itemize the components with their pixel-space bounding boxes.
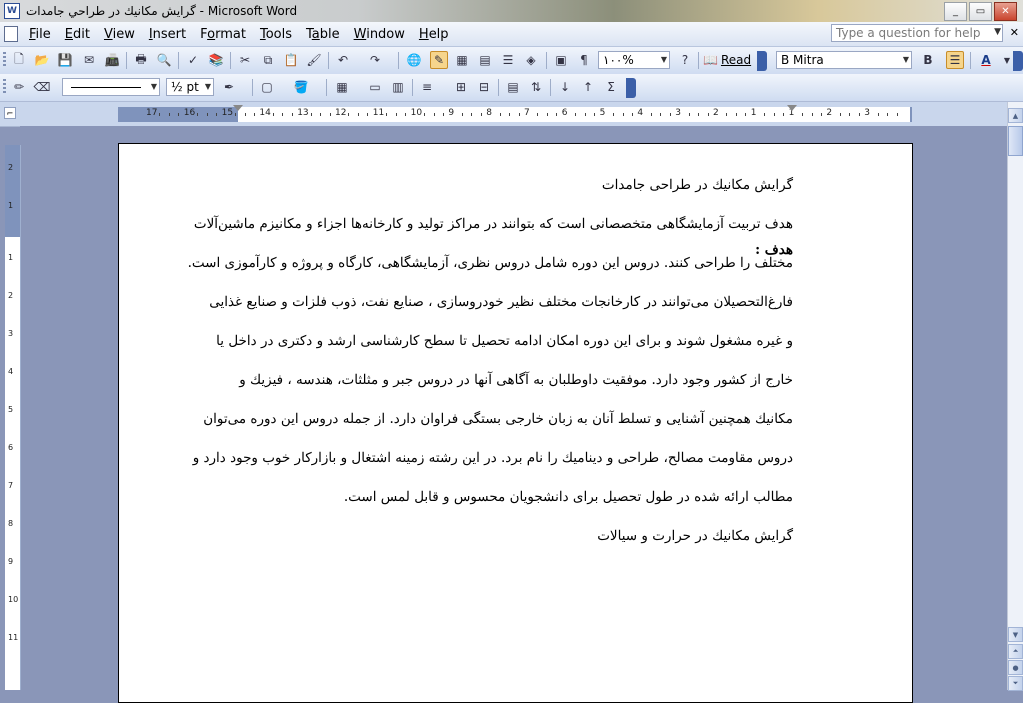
window-title: گرايش مکانيك در طراحي جامدات - Microsoft Word [26, 4, 298, 18]
drawing-icon[interactable]: ◈ [526, 53, 536, 67]
chevron-down-icon: ▼ [150, 82, 157, 91]
document-map-icon[interactable]: ▣ [555, 53, 567, 67]
font-name-value: B Mitra [781, 53, 824, 67]
ruler-tick [245, 113, 246, 116]
toolbar-options-icon[interactable] [1013, 51, 1023, 71]
ruler-tick [311, 113, 312, 116]
cut-icon[interactable]: ✂ [239, 53, 251, 67]
ruler-tick [434, 113, 435, 116]
insert-excel-icon[interactable]: ▤ [479, 53, 491, 67]
select-browse-object-icon[interactable]: ● [1008, 660, 1023, 675]
draw-table-icon[interactable]: ✏ [13, 80, 25, 94]
ruler-tick [878, 113, 879, 116]
align-icon[interactable]: ≡ [421, 80, 433, 94]
ruler-tick [821, 113, 822, 116]
menu-file[interactable]: File [29, 26, 51, 42]
vertical-ruler-number: 8 [8, 519, 14, 528]
menu-view[interactable]: View [103, 26, 135, 42]
autosum-icon[interactable]: Σ [607, 80, 615, 94]
menu-help[interactable]: Help [418, 26, 449, 42]
ruler-number: 5 [599, 108, 606, 118]
document-line: مختلف را طراحی کنند. دروس اين دوره شامل دروس نظری، آزمايشگاهی، کارگاه و پروژه و کارآموزی است. [187, 255, 793, 271]
ruler-tick [330, 113, 331, 116]
outside-border-icon[interactable]: ▢ [261, 80, 273, 94]
print-icon[interactable]: 🖶 [135, 51, 147, 66]
ruler-number: 3 [675, 108, 681, 118]
ruler-tick [462, 113, 463, 116]
drawing-toggle-icon[interactable]: ✎ [430, 51, 448, 69]
ruler-tick [632, 113, 633, 116]
page-heading: هدف : [755, 242, 793, 258]
ruler-tick [556, 113, 557, 116]
merge-cells-icon[interactable]: ▭ [369, 80, 381, 94]
open-folder-icon[interactable]: 📂 [34, 53, 50, 67]
ruler-number: 2 [713, 108, 719, 118]
scroll-down-icon[interactable]: ▼ [1008, 627, 1023, 642]
paste-icon[interactable]: 📋 [283, 53, 299, 67]
ruler-tick [169, 113, 170, 116]
document-page[interactable] [118, 143, 913, 703]
ruler-tick [348, 113, 349, 116]
ruler-tick [254, 113, 255, 116]
ruler-tick [802, 113, 803, 116]
chevron-down-icon: ▼ [660, 55, 667, 64]
ruler-number: 17 [146, 108, 158, 118]
ruler-tick [405, 113, 406, 116]
ruler-number: 12 [335, 108, 347, 118]
document-line: هدف تربيت آزمايشگاهی متخصصانی است که بتوانند در مراکز توليد و کارخانه‌ها اجزاء و مکانيزم ماشين‌آلات [193, 216, 793, 232]
font-color-button[interactable]: A [981, 53, 991, 67]
align-right-icon[interactable]: ☰ [946, 51, 964, 69]
ruler-tick [500, 113, 501, 116]
ruler-tick [689, 113, 690, 116]
vertical-ruler-number: 11 [8, 633, 19, 642]
insert-table-icon[interactable]: ▦ [336, 80, 348, 94]
ruler-tick [386, 113, 387, 116]
eraser-icon[interactable]: ⌫ [33, 80, 51, 94]
minimize-button[interactable]: _ [944, 2, 967, 21]
ruler-number: 2 [826, 108, 833, 118]
previous-page-icon[interactable]: ⏶ [1008, 644, 1023, 659]
ruler-tick [292, 113, 293, 116]
new-document-icon[interactable]: 🗋 [14, 51, 24, 66]
ruler-tick [783, 113, 784, 116]
copy-icon[interactable]: ⧉ [263, 52, 273, 67]
read-button[interactable] [703, 51, 751, 69]
scrollbar-thumb[interactable] [1008, 126, 1023, 156]
font-name-select[interactable] [776, 51, 912, 69]
ruler-tick [708, 113, 709, 116]
ruler-number: 1 [788, 108, 795, 118]
ruler-tick [660, 113, 661, 116]
ruler-number: 14 [259, 108, 271, 118]
vertical-ruler-number: 2 [8, 163, 14, 172]
ruler-tick [840, 113, 841, 116]
ruler-tick [887, 113, 888, 116]
sort-descending-icon[interactable]: ↑ [582, 80, 594, 94]
bold-button[interactable]: B [923, 53, 933, 67]
hyperlink-icon[interactable]: 🌐 [406, 53, 422, 67]
vertical-scrollbar[interactable] [1007, 102, 1023, 690]
print-preview-icon[interactable]: 🔍 [156, 53, 172, 67]
ruler-tick [774, 113, 775, 116]
save-icon[interactable]: 💾 [57, 53, 73, 67]
document-line: دروس مقاومت مصالح، طراحی و ديناميك را نام برد. در اين رشته زمينه اشتغال و بازارکار خوب وجود دارد و [192, 450, 793, 466]
book-icon: 📖 [703, 53, 718, 67]
line-weight-select[interactable] [166, 78, 214, 96]
vertical-ruler-number: 2 [8, 291, 14, 300]
horizontal-ruler[interactable] [118, 107, 912, 122]
help-search-input[interactable]: Type a question for help [831, 24, 1003, 42]
ruler-tick [698, 113, 699, 116]
ruler-tick [159, 113, 160, 116]
ruler-tick [207, 113, 208, 116]
chevron-down-icon[interactable]: ▼ [1003, 55, 1011, 65]
text-direction-icon[interactable]: ⇅ [530, 80, 542, 94]
undo-icon[interactable]: ↶ [337, 53, 349, 67]
ruler-number: 13 [297, 108, 309, 118]
line-weight-value: ½ pt [171, 80, 199, 94]
email-icon[interactable]: 📠 [104, 53, 120, 67]
document-line: فارغ‌التحصيلان می‌توانند در کارخانجات مختلف نظير خودروسازی ، صنايع نفت، ذوب فلزات و صنايع غذايی [209, 294, 793, 310]
ruler-tick [537, 113, 538, 116]
ruler-tick [585, 113, 586, 116]
ruler-number: 16 [183, 108, 196, 118]
line-style-preview [71, 87, 141, 88]
vertical-ruler[interactable] [5, 145, 21, 690]
ruler-tick [859, 113, 860, 116]
ruler-tick [273, 113, 274, 116]
ruler-tick [443, 113, 444, 116]
close-document-icon[interactable]: ✕ [1009, 26, 1019, 39]
ruler-number: 3 [864, 108, 870, 118]
ruler-tick [178, 113, 179, 116]
ruler-tick [745, 113, 746, 116]
distribute-columns-icon[interactable]: ⊟ [478, 80, 490, 94]
ruler-number: 9 [448, 108, 455, 118]
document-line: خارج از کشور وجود دارد. موفقيت داوطلبان به آگاهی آنها در دروس جبر و مثلثات، هندسه ، فيزيك و [239, 372, 793, 388]
read-label: Read [720, 53, 752, 67]
show-hide-pilcrow-icon[interactable]: ¶ [580, 53, 588, 67]
document-line: گرايش مکانيك در طراحی جامدات [601, 177, 793, 193]
toolbar-options-icon[interactable] [757, 51, 767, 71]
spelling-icon[interactable]: ✓ [187, 53, 199, 67]
ruler-tick [623, 113, 624, 116]
shading-color-icon[interactable]: 🪣 [293, 80, 309, 94]
toolbar-grip[interactable] [3, 52, 6, 68]
standard-toolbar [0, 47, 1023, 75]
ruler-tick [197, 113, 198, 116]
title-bar [0, 0, 1023, 22]
toolbar-grip[interactable] [3, 79, 6, 95]
ruler-tick [216, 113, 217, 116]
ruler-number: 4 [637, 108, 644, 118]
document-line: مطالب ارائه شده در طول تحصيل برای دانشجويان محسوس و قابل لمس است. [343, 489, 793, 505]
document-line: گرايش مکانيك در حرارت و سيالات [597, 528, 793, 544]
vertical-ruler-number: 3 [8, 329, 14, 338]
ruler-tick [651, 113, 652, 116]
permission-icon[interactable]: ✉ [83, 53, 95, 67]
ruler-number: 8 [486, 108, 492, 118]
ruler-tick [471, 113, 472, 116]
ruler-tick [481, 113, 482, 116]
menu-table[interactable]: Table [305, 26, 340, 42]
ruler-tick [594, 113, 595, 116]
ruler-tick [282, 113, 283, 116]
ruler-tick [424, 113, 425, 116]
zoom-select[interactable] [598, 51, 670, 69]
vertical-ruler-number: 9 [8, 557, 14, 566]
menu-edit[interactable]: Edit [64, 26, 90, 42]
ruler-tick [358, 113, 359, 116]
left-indent-marker[interactable] [233, 105, 243, 111]
menu-window[interactable]: Window [353, 26, 405, 42]
ruler-tick [575, 113, 576, 116]
ruler-tick [670, 113, 671, 116]
ruler-number: 1 [750, 108, 757, 118]
sort-ascending-icon[interactable]: ↓ [559, 80, 571, 94]
ruler-tick [320, 113, 321, 116]
vertical-ruler-number: 4 [8, 367, 14, 376]
vertical-ruler-number: 5 [8, 405, 14, 414]
ruler-tick [235, 113, 236, 116]
vertical-ruler-number: 1 [8, 253, 14, 262]
zoom-value: ۱۰۰% [603, 53, 634, 67]
ruler-tick [812, 113, 813, 116]
next-page-icon[interactable]: ⏷ [1008, 676, 1023, 691]
ruler-tick [897, 113, 898, 116]
ruler-tick [509, 113, 510, 116]
vertical-ruler-number: 1 [8, 201, 14, 210]
right-indent-marker[interactable] [787, 105, 797, 111]
menu-insert[interactable]: Insert [148, 26, 187, 42]
menu-tools[interactable]: Tools [259, 26, 292, 42]
line-style-select[interactable] [62, 78, 160, 96]
ruler-tick [547, 113, 548, 116]
ruler-tick [764, 113, 765, 116]
ruler-tick [849, 113, 850, 116]
word-app-icon[interactable]: W [4, 3, 20, 19]
border-color-icon[interactable]: ✒ [223, 80, 235, 94]
ruler-tick [396, 113, 397, 116]
ruler-tick [519, 113, 520, 116]
ruler-number: 6 [561, 108, 568, 118]
distribute-rows-icon[interactable]: ⊞ [455, 80, 467, 94]
chevron-down-icon: ▼ [902, 55, 909, 64]
toolbar-options-icon[interactable] [626, 78, 636, 98]
ruler-tick [726, 113, 727, 116]
ruler-number: 11 [372, 108, 385, 118]
ruler-tick [736, 113, 737, 116]
vertical-ruler-number: 6 [8, 443, 14, 452]
document-line: و غيره مشغول شوند و برای اين دوره امکان ادامه تحصيل تا سطح کارشناسی ارشد و دکتری در داخل يا [216, 333, 793, 349]
ruler-number: 7 [524, 108, 530, 118]
tables-borders-toolbar [0, 74, 1023, 102]
chevron-down-icon[interactable]: ▼ [994, 27, 1001, 37]
restore-button[interactable]: ▭ [969, 2, 992, 21]
columns-icon[interactable]: ☰ [502, 53, 514, 67]
scroll-up-icon[interactable]: ▲ [1008, 108, 1023, 123]
vertical-ruler-number: 10 [8, 595, 19, 604]
ruler-tick [367, 113, 368, 116]
menu-bar [0, 22, 1023, 47]
horizontal-ruler-bar [0, 102, 1007, 127]
tab-selector-icon[interactable]: ⌐ [4, 107, 16, 119]
close-button[interactable]: ✕ [994, 2, 1017, 21]
ruler-number: 15 [221, 108, 234, 118]
insert-table-icon[interactable]: ▦ [456, 53, 468, 67]
document-line: مکانيك همچنين آشنايی و تسلط آنان به زبان خارجی بستگی فراوان دارد. از جمله دروس اين دوره می‌توان [203, 411, 793, 427]
ruler-number: 10 [410, 108, 423, 118]
redo-icon[interactable]: ↷ [369, 53, 381, 67]
split-cells-icon[interactable]: ▥ [392, 80, 404, 94]
research-icon[interactable]: 📚 [208, 53, 224, 67]
vertical-ruler-number: 7 [8, 481, 14, 490]
document-icon[interactable] [4, 26, 18, 42]
ruler-tick [613, 113, 614, 116]
table-autoformat-icon[interactable]: ▤ [507, 80, 519, 94]
chevron-down-icon: ▼ [204, 82, 211, 91]
help-icon[interactable]: ? [681, 53, 689, 67]
menu-format[interactable]: Format [200, 26, 246, 42]
format-painter-icon[interactable]: 🖌 [306, 53, 322, 67]
